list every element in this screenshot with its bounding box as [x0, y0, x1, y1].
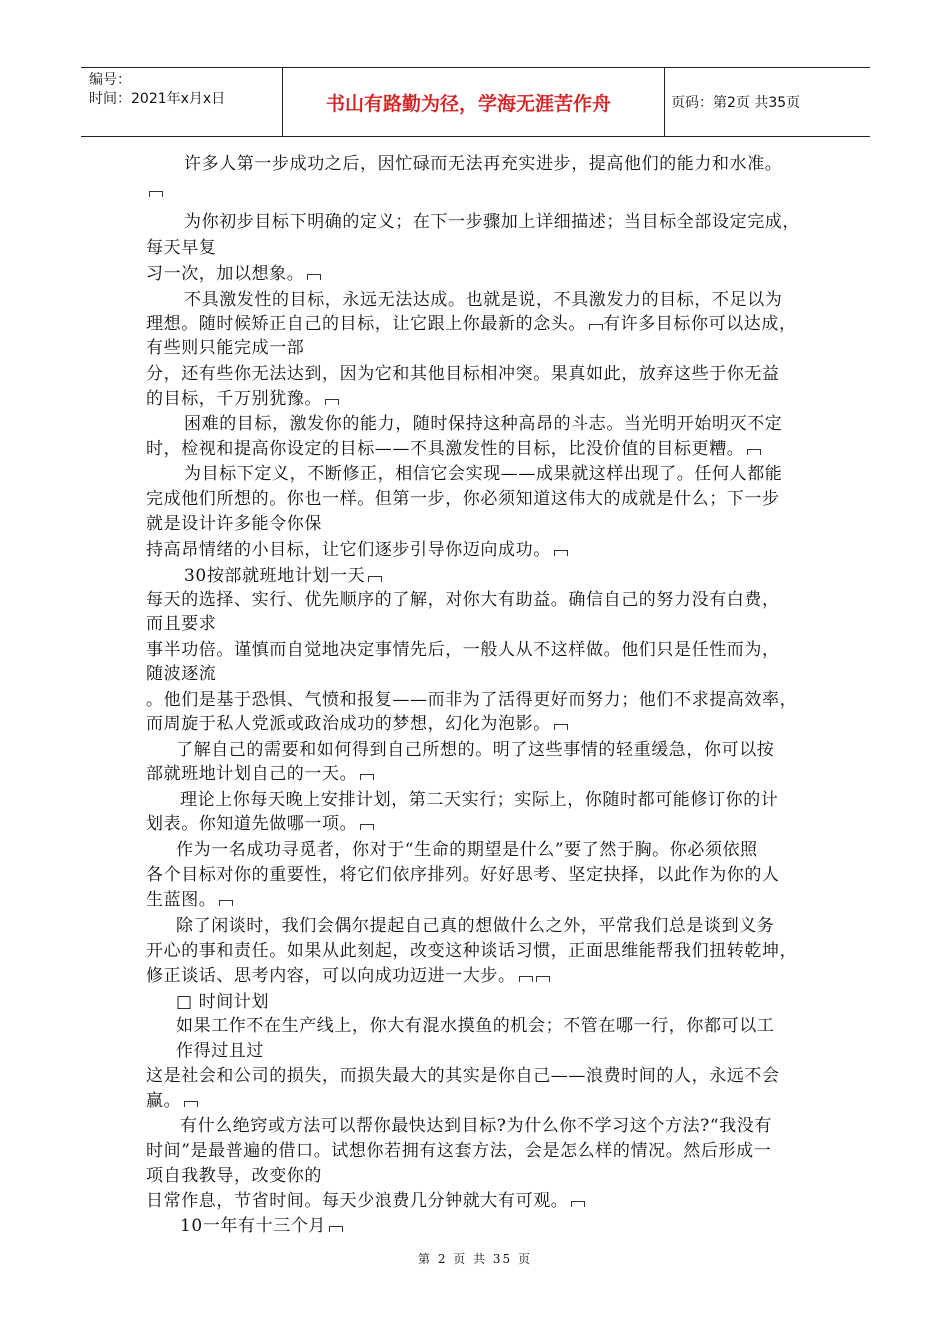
- text-line-content: 项自我教导，改变你的: [146, 1166, 322, 1186]
- text-line: [176, 1039, 264, 1064]
- text-line: [146, 1164, 322, 1189]
- paragraph-mark-icon: [360, 774, 374, 780]
- text-line: [146, 312, 797, 337]
- text-line-content: 有些则只能完成一部: [146, 338, 305, 358]
- text-line: [184, 210, 800, 235]
- paragraph-mark-icon: [554, 550, 568, 556]
- paragraph-mark-icon: [368, 576, 382, 582]
- text-line-content: 作得过且过: [176, 1041, 264, 1061]
- text-line: [180, 1214, 343, 1239]
- text-line: [146, 1189, 585, 1214]
- text-line-content: 完成他们所想的。你也一样。但第一步，你必须知道这伟大的成就是什么；下一步: [146, 489, 780, 509]
- text-line-content: 各个目标对你的重要性，将它们依序排列。好好思考、坚定抉择，以此作为你的人: [146, 865, 780, 885]
- paragraph-mark-icon: [325, 399, 339, 405]
- text-line-content: 许多人第一步成功之后，因忙碌而无法再充实进步，提高他们的能力和水准。: [184, 154, 783, 174]
- text-line-content: 不具激发性的目标，永远无法达成。也就是说，不具激发力的目标，不足以为: [184, 290, 783, 310]
- text-line-content: 这是社会和公司的损失，而损失最大的其实是你自己——浪费时间的人，永远不会: [146, 1066, 780, 1086]
- text-line-content: 每天的选择、实行、优先顺序的了解，对你大有助益。确信自己的努力没有白费，: [146, 590, 780, 610]
- text-line-content: 而且要求: [146, 614, 217, 634]
- header-motto: 书山有路勤为径，学海无涯苦作舟: [325, 92, 611, 115]
- text-line-content: 了解自己的需要和如何得到自己所想的。明了这些事情的轻重缓急，你可以按: [176, 740, 775, 760]
- time-label: 时间：2021年x月x日: [89, 91, 226, 107]
- text-line: [146, 964, 550, 989]
- text-line: [146, 588, 780, 613]
- text-line: [176, 914, 774, 939]
- paragraph-mark-icon: [536, 976, 550, 982]
- text-line-content: 时间”是最普遍的借口。试想你若拥有这套方法，会是怎么样的情况。然后形成一: [146, 1141, 772, 1161]
- text-line: [146, 179, 163, 204]
- text-line-continuation: 有许多目标你可以达成，: [603, 314, 797, 334]
- page-footer: 第 2 页 共 35 页: [418, 1252, 532, 1266]
- text-line: [180, 788, 778, 813]
- text-line: [146, 1089, 198, 1114]
- paragraph-mark-icon: [747, 449, 761, 455]
- text-line-content: 日常作息，节省时间。每天少浪费几分钟就大有可观。: [146, 1191, 569, 1211]
- paragraph-mark-icon: [519, 976, 533, 982]
- text-line: [146, 362, 780, 387]
- text-line: [184, 564, 382, 589]
- text-line-content: 赢。: [146, 1091, 182, 1111]
- paragraph-mark-icon: [589, 324, 603, 330]
- text-line-content: 有什么绝窍或方法可以帮你最快达到目标?为什么你不学习这个方法?“我没有: [180, 1116, 772, 1136]
- text-line-content: 开心的事和责任。如果从此刻起，改变这种谈话习惯，正面思维能帮我们扭转乾坤，: [146, 941, 798, 961]
- text-line-content: 而周旋于私人党派或政治成功的梦想，幻化为泡影。: [146, 714, 551, 734]
- text-line-content: 如果工作不在生产线上，你大有混水摸鱼的机会；不管在哪一行，你都可以工: [176, 1016, 775, 1036]
- text-line: [184, 152, 782, 177]
- text-line: [146, 612, 216, 637]
- text-line: [176, 990, 269, 1015]
- text-line: [184, 462, 782, 487]
- text-line: [176, 738, 774, 763]
- text-line: [146, 387, 339, 412]
- paragraph-mark-icon: [554, 724, 568, 730]
- page-number-label: 页码：第2页 共35页: [671, 95, 801, 111]
- paragraph-mark-icon: [360, 824, 374, 830]
- text-line-content: 的目标，千万别犹豫。: [146, 389, 322, 409]
- text-line-content: 为你初步目标下明确的定义；在下一步骤加上详细描述；当目标全部设定完成，: [184, 212, 800, 232]
- text-line: [146, 437, 761, 462]
- document-header: [81, 67, 870, 137]
- text-line: [146, 762, 374, 787]
- text-line: [146, 688, 797, 713]
- text-line: [146, 487, 780, 512]
- text-line-content: 部就班地计划自己的一天。: [146, 764, 358, 784]
- paragraph-mark-icon: [571, 1201, 585, 1207]
- text-line: [146, 662, 216, 687]
- text-line-content: 30按部就班地计划一天: [184, 566, 366, 586]
- text-line: [146, 888, 233, 913]
- text-line-content: □ 时间计划: [176, 992, 270, 1012]
- text-line: [146, 712, 568, 737]
- text-line: [146, 1139, 771, 1164]
- text-line-content: 理论上你每天晚上安排计划，第二天实行；实际上，你随时都可能修订你的计: [180, 790, 779, 810]
- text-line-content: 分，还有些你无法达到，因为它和其他目标相冲突。果真如此，放弃这些于你无益: [146, 364, 780, 384]
- paragraph-mark-icon: [307, 274, 321, 280]
- text-line-content: 除了闲谈时，我们会偶尔提起自己真的想做什么之外，平常我们总是谈到义务: [176, 916, 775, 936]
- text-line-content: 就是设计许多能令你保: [146, 514, 322, 534]
- text-line-content: 随波逐流: [146, 664, 217, 684]
- paragraph-mark-icon: [184, 1101, 198, 1107]
- text-line: [146, 1064, 780, 1089]
- text-line: [176, 838, 758, 863]
- paragraph-mark-icon: [149, 191, 163, 197]
- text-line-content: 划表。你知道先做哪一项。: [146, 814, 358, 834]
- text-line-content: 每天早复: [146, 238, 217, 258]
- text-line-content: 持高昂情绪的小目标，让它们逐步引导你迈向成功。: [146, 540, 551, 560]
- text-line-content: 为目标下定义，不断修正，相信它会实现——成果就这样出现了。任何人都能: [184, 464, 783, 484]
- text-line: [146, 538, 568, 563]
- text-line-content: 困难的目标，激发你的能力，随时保持这种高昂的斗志。当光明开始明灭不定: [184, 414, 783, 434]
- text-line: [146, 512, 322, 537]
- text-line: [146, 863, 780, 888]
- text-line: [146, 638, 780, 663]
- text-line: [146, 336, 304, 361]
- text-line: [180, 1114, 772, 1139]
- text-line-content: 。他们是基于恐惧、气愤和报复——而非为了活得更好而努力；他们不求提高效率，: [146, 690, 798, 710]
- text-line-content: 10一年有十三个月: [180, 1216, 327, 1236]
- text-line: [146, 262, 321, 287]
- text-line-content: 生蓝图。: [146, 890, 217, 910]
- number-label: 编号：: [89, 72, 131, 88]
- text-line-content: 事半功倍。谨慎而自觉地决定事情先后，一般人从不这样做。他们只是任性而为，: [146, 640, 780, 660]
- text-line-content: 作为一名成功寻觅者，你对于“生命的期望是什么”要了然于胸。你必须依照: [176, 840, 758, 860]
- text-line: [184, 288, 782, 313]
- text-line-content: 修正谈话、思考内容，可以向成功迈进一大步。: [146, 966, 516, 986]
- text-line: [176, 1014, 774, 1039]
- text-line: [146, 236, 216, 261]
- header-meta: [81, 68, 282, 136]
- paragraph-mark-icon: [219, 900, 233, 906]
- paragraph-mark-icon: [329, 1226, 343, 1232]
- text-line: [146, 812, 374, 837]
- text-line-content: 理想。随时候矫正自己的目标，让它跟上你最新的念头。: [146, 314, 586, 334]
- text-line-content: 时，检视和提高你设定的目标——不具激发性的目标，比没价值的目标更糟。: [146, 439, 745, 459]
- text-line: [184, 412, 782, 437]
- text-line-content: 习一次，加以想象。: [146, 264, 305, 284]
- text-line: [146, 939, 797, 964]
